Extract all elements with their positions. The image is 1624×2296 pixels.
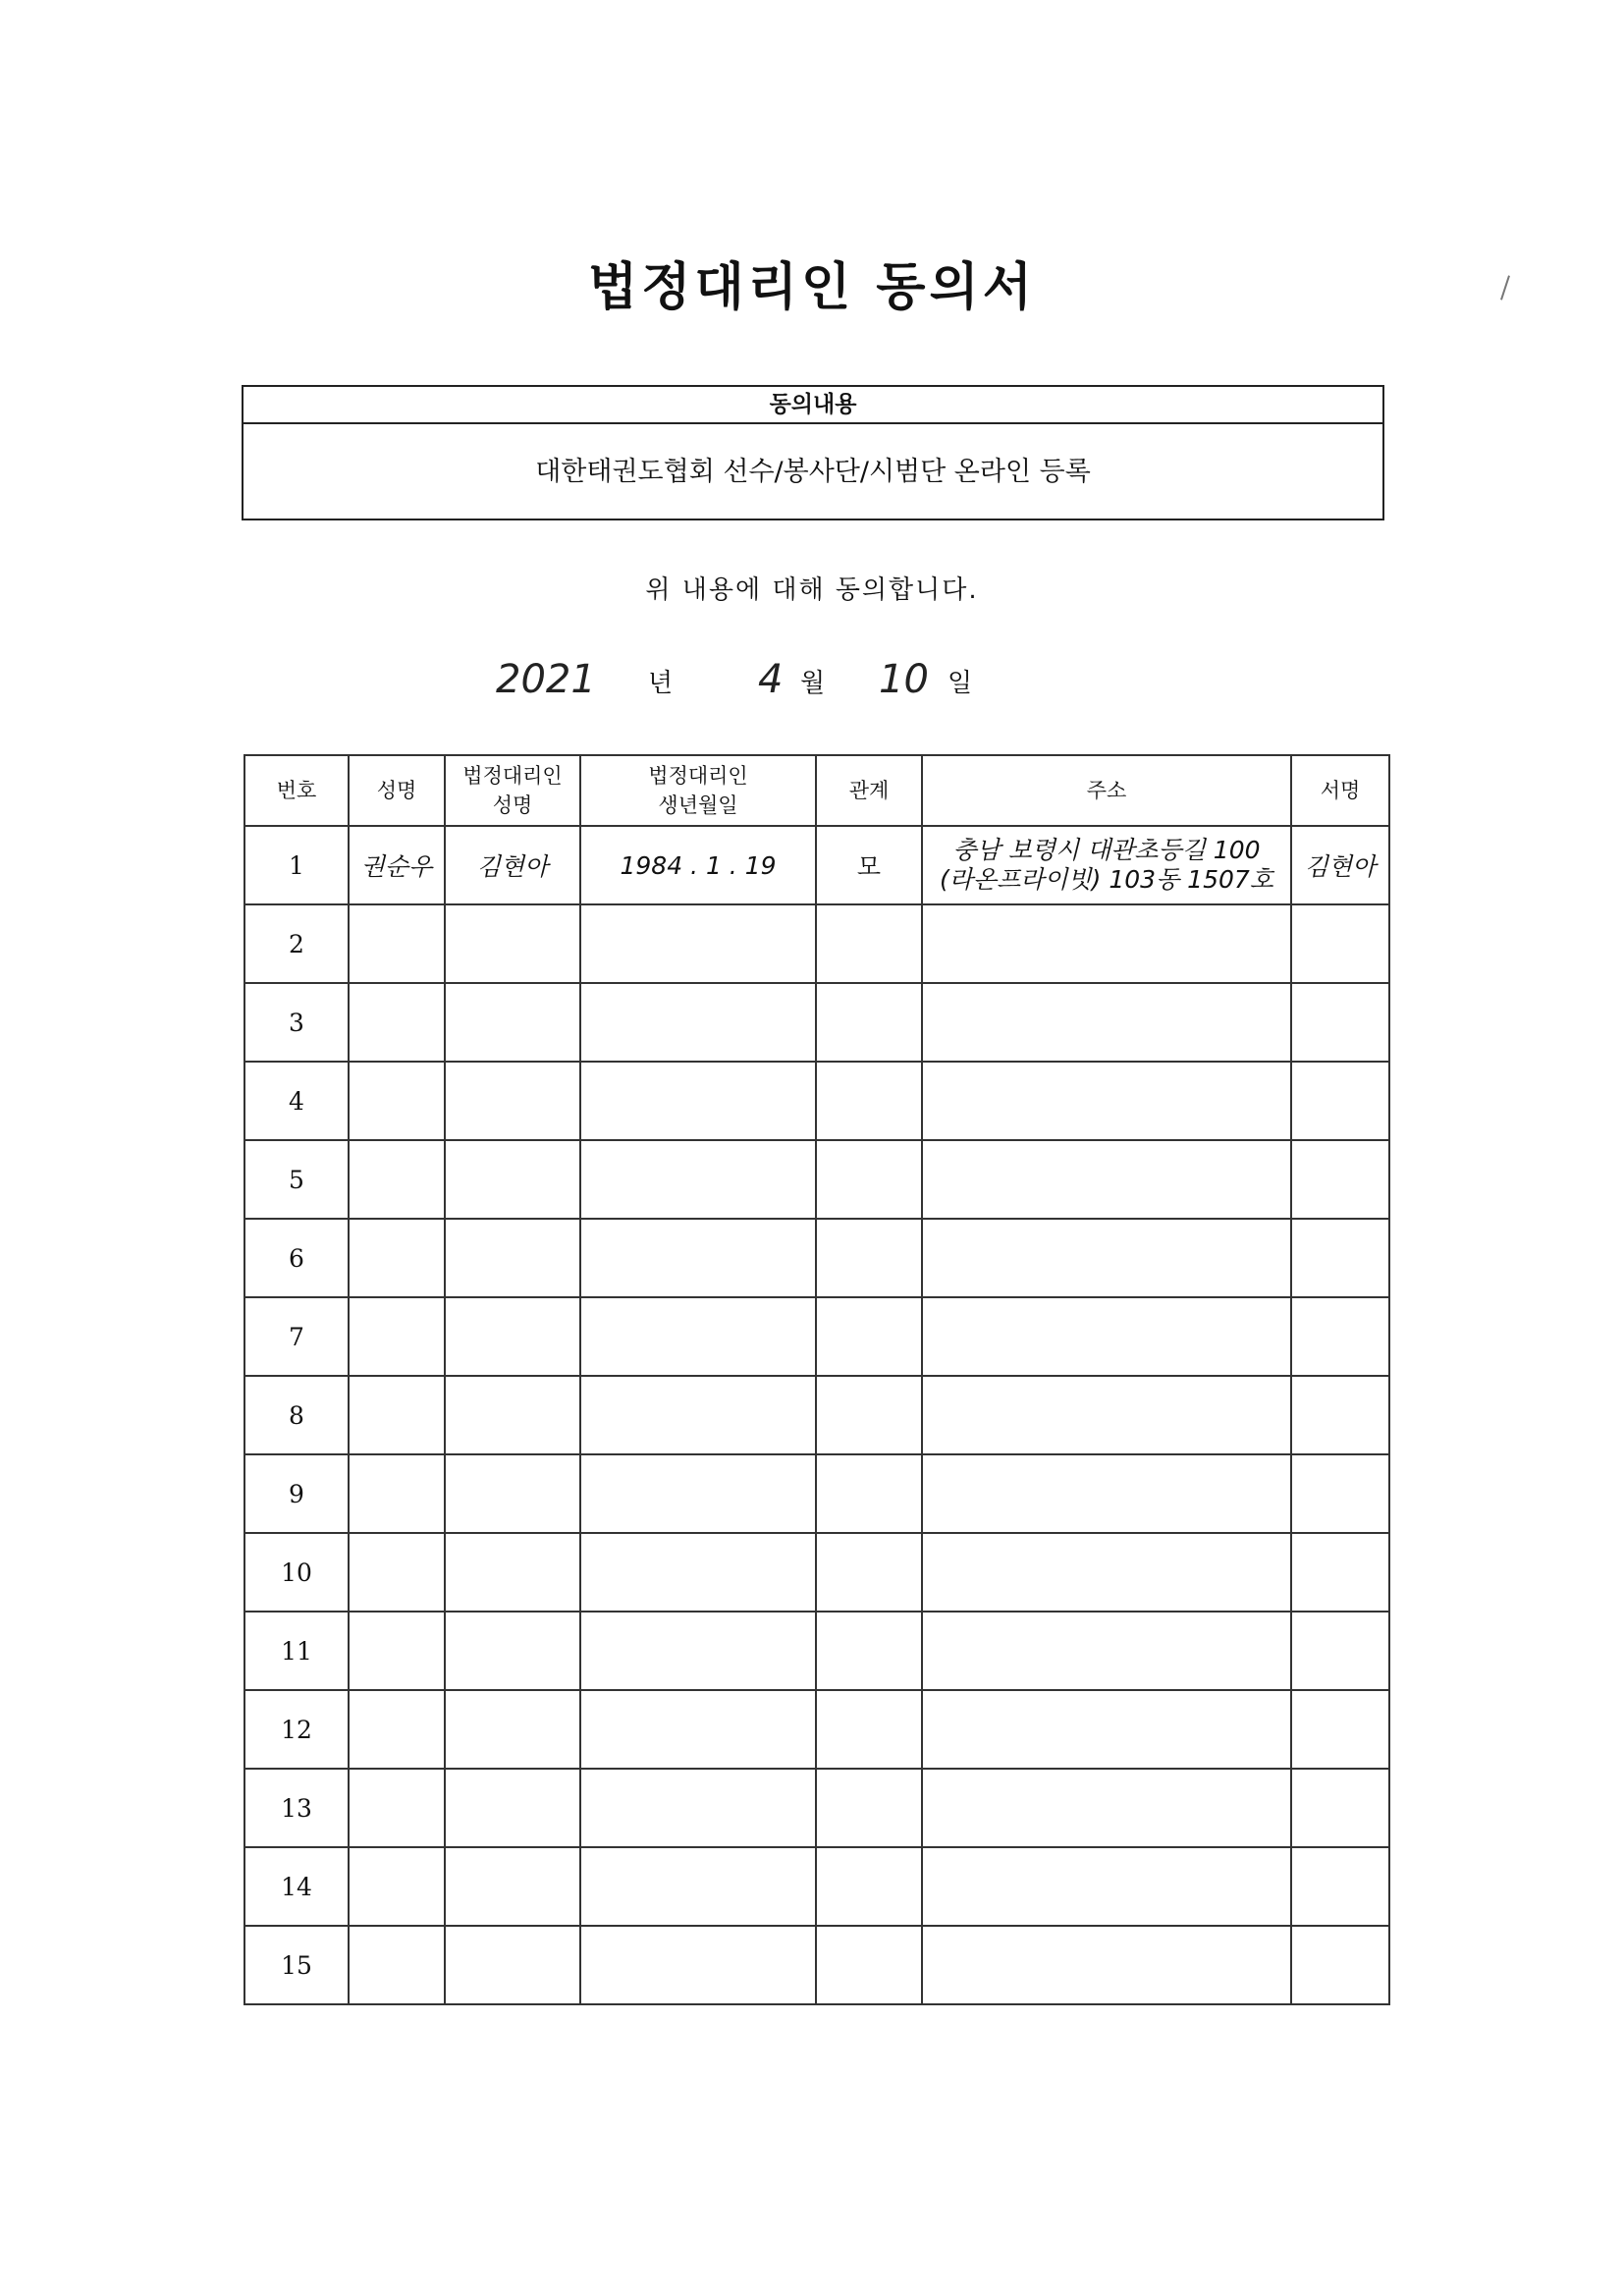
cell-signature: [1291, 1140, 1389, 1219]
cell-guardian-name: [445, 1062, 580, 1140]
cell-guardian-birth: [580, 1140, 816, 1219]
cell-number: 9: [244, 1454, 349, 1533]
cell-number: 10: [244, 1533, 349, 1612]
table-row: [244, 1140, 1389, 1219]
cell-name: [349, 1219, 445, 1297]
cell-guardian-birth: [580, 1376, 816, 1454]
cell-signature: [1291, 983, 1389, 1062]
table-row: [244, 1690, 1389, 1769]
cell-signature: [1291, 1062, 1389, 1140]
cell-address: [922, 1769, 1291, 1847]
cell-signature: [1291, 1690, 1389, 1769]
header-number: 번호: [244, 755, 349, 826]
cell-guardian-birth: [580, 1769, 816, 1847]
cell-signature: [1291, 1454, 1389, 1533]
cell-name: [349, 1297, 445, 1376]
cell-relation: [816, 1847, 922, 1926]
header-name: 성명: [349, 755, 445, 826]
cell-guardian-birth: [580, 1454, 816, 1533]
cell-signature: [1291, 1769, 1389, 1847]
cell-guardian-birth: [580, 1297, 816, 1376]
date-year: 2021: [496, 657, 596, 702]
table-row: [244, 1297, 1389, 1376]
cell-guardian-birth: [580, 1690, 816, 1769]
cell-relation: [816, 1376, 922, 1454]
table-row: [244, 1454, 1389, 1533]
cell-address: [922, 1690, 1291, 1769]
header-signature: 서명: [1291, 755, 1389, 826]
cell-relation: [816, 1926, 922, 2004]
cell-address: [922, 1140, 1291, 1219]
table-row: [244, 904, 1389, 983]
cell-name: 권순우: [349, 826, 445, 904]
cell-signature: [1291, 1533, 1389, 1612]
cell-address: [922, 1533, 1291, 1612]
cell-number: 13: [244, 1769, 349, 1847]
cell-address: [922, 1376, 1291, 1454]
header-guardian-name: 법정대리인 성명: [445, 755, 580, 826]
date-month-unit: 월: [800, 669, 826, 698]
cell-guardian-name: [445, 1612, 580, 1690]
cell-guardian-birth: [580, 1847, 816, 1926]
cell-number: 6: [244, 1219, 349, 1297]
cell-relation: [816, 1769, 922, 1847]
cell-signature: [1291, 1847, 1389, 1926]
cell-number: 1: [244, 826, 349, 904]
date-day: 10: [879, 657, 929, 702]
cell-address: [922, 983, 1291, 1062]
cell-name: [349, 1769, 445, 1847]
cell-address: [922, 1612, 1291, 1690]
consent-box: [242, 385, 1384, 520]
cell-guardian-birth: [580, 1219, 816, 1297]
cell-number: 5: [244, 1140, 349, 1219]
cell-address: [922, 1219, 1291, 1297]
cell-address: [922, 1847, 1291, 1926]
date-year-unit: 년: [648, 669, 674, 698]
cell-relation: [816, 1297, 922, 1376]
cell-guardian-name: [445, 1219, 580, 1297]
cell-guardian-name: [445, 983, 580, 1062]
cell-name: [349, 1612, 445, 1690]
cell-guardian-name: [445, 1454, 580, 1533]
cell-guardian-name: [445, 1297, 580, 1376]
header-guardian-birth: 법정대리인 생년월일: [580, 755, 816, 826]
header-address: 주소: [922, 755, 1291, 826]
cell-signature: [1291, 1612, 1389, 1690]
cell-address: [922, 1062, 1291, 1140]
cell-relation: [816, 1690, 922, 1769]
cell-name: [349, 1926, 445, 2004]
date-line: [0, 653, 1624, 712]
cell-address: [922, 1454, 1291, 1533]
cell-name: [349, 904, 445, 983]
cell-name: [349, 1140, 445, 1219]
cell-relation: [816, 1219, 922, 1297]
table-body: [244, 826, 1389, 2004]
cell-guardian-name: [445, 1690, 580, 1769]
cell-relation: [816, 904, 922, 983]
cell-address: [922, 1926, 1291, 2004]
table-row: [244, 1062, 1389, 1140]
cell-guardian-name: [445, 1376, 580, 1454]
cell-number: 2: [244, 904, 349, 983]
cell-number: 8: [244, 1376, 349, 1454]
cell-signature: [1291, 1926, 1389, 2004]
cell-relation: [816, 1533, 922, 1612]
cell-number: 11: [244, 1612, 349, 1690]
table-row: [244, 1612, 1389, 1690]
document-title: 법정대리인 동의서: [588, 258, 1036, 317]
cell-name: [349, 1062, 445, 1140]
cell-guardian-name: 김현아: [445, 826, 580, 904]
cell-relation: [816, 983, 922, 1062]
cell-signature: [1291, 1297, 1389, 1376]
cell-name: [349, 1690, 445, 1769]
cell-number: 12: [244, 1690, 349, 1769]
cell-name: [349, 983, 445, 1062]
cell-guardian-name: [445, 1769, 580, 1847]
cell-name: [349, 1533, 445, 1612]
cell-signature: 김현아: [1291, 826, 1389, 904]
cell-name: [349, 1376, 445, 1454]
table-row: [244, 1533, 1389, 1612]
consent-header: 동의내용: [244, 387, 1382, 424]
cell-guardian-birth: 1984 . 1 . 19: [580, 826, 816, 904]
cell-relation: [816, 1454, 922, 1533]
cell-guardian-birth: [580, 1062, 816, 1140]
agreement-statement: 위 내용에 대해 동의합니다.: [645, 575, 979, 605]
cell-address: 충남 보령시 대관초등길 100 (라온프라이빗) 103동 1507호: [922, 826, 1291, 904]
table-row: [244, 826, 1389, 904]
cell-number: 14: [244, 1847, 349, 1926]
date-month: 4: [758, 657, 784, 702]
cell-number: 4: [244, 1062, 349, 1140]
header-relation: 관계: [816, 755, 922, 826]
cell-guardian-birth: [580, 1533, 816, 1612]
cell-guardian-name: [445, 1533, 580, 1612]
cell-signature: [1291, 1376, 1389, 1454]
cell-guardian-name: [445, 1847, 580, 1926]
cell-relation: 모: [816, 826, 922, 904]
guardian-table: [244, 754, 1390, 2005]
table-header-row: [244, 755, 1389, 826]
table-row: [244, 1847, 1389, 1926]
date-day-unit: 일: [947, 669, 973, 698]
consent-content: 대한태권도협회 선수/봉사단/시범단 온라인 등록: [535, 457, 1091, 487]
table-row: [244, 1219, 1389, 1297]
cell-name: [349, 1454, 445, 1533]
cell-guardian-name: [445, 1926, 580, 2004]
cell-guardian-birth: [580, 1926, 816, 2004]
cell-guardian-name: [445, 904, 580, 983]
cell-number: 15: [244, 1926, 349, 2004]
cell-signature: [1291, 1219, 1389, 1297]
cell-guardian-birth: [580, 904, 816, 983]
cell-guardian-birth: [580, 983, 816, 1062]
cell-relation: [816, 1140, 922, 1219]
table-row: [244, 1769, 1389, 1847]
cell-guardian-birth: [580, 1612, 816, 1690]
cell-signature: [1291, 904, 1389, 983]
cell-guardian-name: [445, 1140, 580, 1219]
cell-number: 3: [244, 983, 349, 1062]
cell-name: [349, 1847, 445, 1926]
table-row: [244, 1926, 1389, 2004]
table-row: [244, 983, 1389, 1062]
cell-relation: [816, 1612, 922, 1690]
cell-number: 7: [244, 1297, 349, 1376]
cell-relation: [816, 1062, 922, 1140]
cell-address: [922, 904, 1291, 983]
cell-address: [922, 1297, 1291, 1376]
table-row: [244, 1376, 1389, 1454]
